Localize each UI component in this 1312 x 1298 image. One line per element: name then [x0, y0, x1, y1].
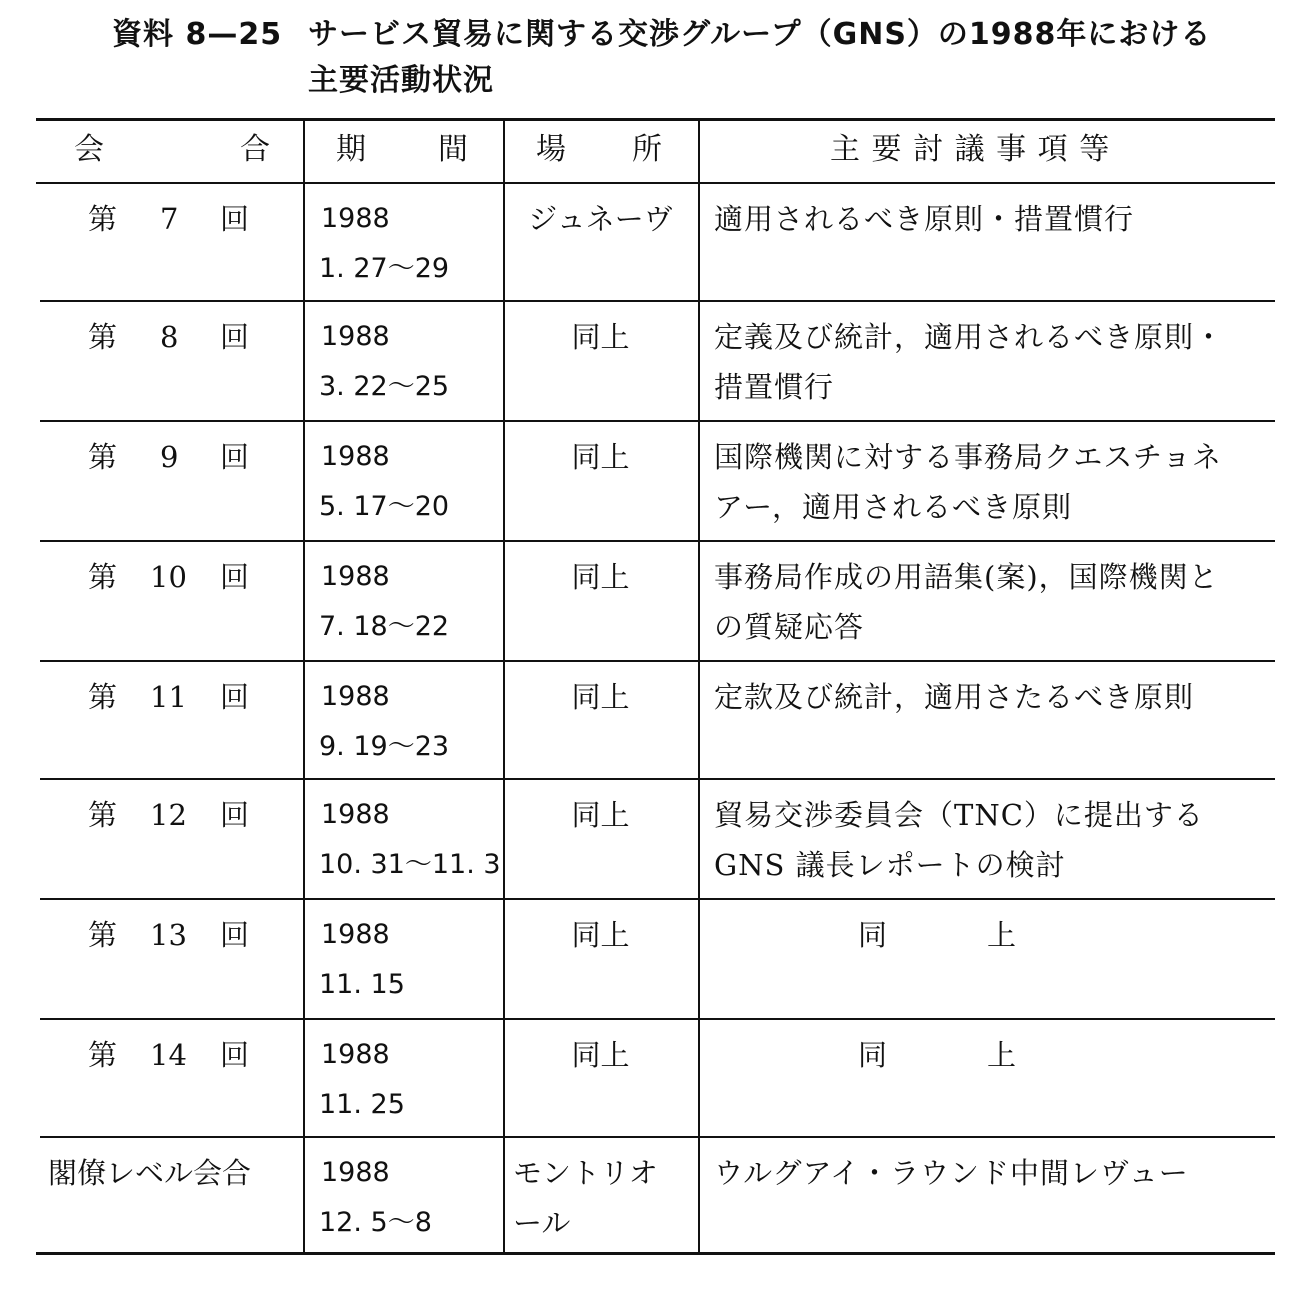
period-dates: 5. 17〜20 — [319, 491, 450, 522]
period-year: 1988 — [321, 1039, 390, 1070]
meeting-suffix: 回 — [220, 440, 250, 474]
place-cell: 同上 — [571, 680, 630, 714]
place-cell: モントリオ — [513, 1156, 658, 1190]
period-year: 1988 — [321, 799, 390, 830]
period-year: 1988 — [321, 441, 390, 472]
row-divider — [40, 1018, 1275, 1020]
header-period-char-2: 間 — [438, 132, 468, 167]
period-dates: 3. 22〜25 — [319, 371, 450, 402]
period-dates: 1. 27〜29 — [319, 253, 450, 284]
meeting-cell — [0, 790, 250, 840]
meeting-number: 13 — [150, 918, 187, 952]
period-year: 1988 — [321, 919, 390, 950]
period-year: 1988 — [321, 681, 390, 712]
meeting-cell — [0, 194, 250, 244]
topic-line: GNS 議長レポートの検討 — [714, 848, 1066, 882]
topic-line: の質疑応答 — [714, 610, 865, 644]
topic-line: 定款及び統計，適用さたるべき原則 — [714, 680, 1195, 714]
meeting-number: 11 — [150, 680, 187, 714]
meeting-number: 14 — [150, 1038, 187, 1072]
header-place-char-1: 場 — [536, 132, 566, 167]
document-title — [112, 12, 1211, 104]
topic-line: 定義及び統計，適用されるべき原則・ — [714, 320, 1225, 354]
column-divider — [503, 118, 505, 1252]
meeting-prefix: 第 — [88, 918, 118, 952]
meeting-cell — [0, 432, 250, 482]
meeting-suffix: 回 — [220, 918, 250, 952]
header-rule — [36, 182, 1275, 184]
meeting-number: 12 — [150, 798, 187, 832]
topic-line: 事務局作成の用語集(案)，国際機関と — [714, 560, 1219, 594]
title-prefix: 資料 8—25 — [112, 17, 283, 52]
topic-line: 同 上 — [858, 1038, 1031, 1072]
period-year: 1988 — [321, 561, 390, 592]
period-year: 1988 — [321, 203, 390, 234]
period-dates: 9. 19〜23 — [319, 731, 450, 762]
meeting-cell — [0, 552, 250, 602]
meeting-prefix: 第 — [88, 202, 118, 236]
meeting-suffix: 回 — [220, 1038, 250, 1072]
place-cell: 同上 — [571, 918, 630, 952]
title-line1: サービス貿易に関する交渉グループ（GNS）の1988年における — [308, 17, 1212, 52]
row-divider — [40, 420, 1275, 422]
period-dates: 10. 31〜11. 3 — [319, 849, 501, 880]
meeting-prefix: 第 — [88, 440, 118, 474]
topic-line: アー，適用されるべき原則 — [714, 490, 1072, 524]
meeting-cell — [0, 910, 250, 960]
meeting-cell — [0, 1030, 250, 1080]
row-divider — [40, 1136, 1275, 1138]
header-topic: 主 要 討 議 事 項 等 — [830, 132, 1111, 167]
meeting-suffix: 回 — [220, 202, 250, 236]
header-place-char-2: 所 — [632, 132, 662, 167]
table-bottom-rule — [36, 1252, 1275, 1255]
period-year: 1988 — [321, 321, 390, 352]
period-dates: 11. 25 — [319, 1089, 405, 1120]
meeting-prefix: 第 — [88, 320, 118, 354]
place-cell: 同上 — [571, 320, 630, 354]
row-divider — [40, 660, 1275, 662]
row-divider — [40, 778, 1275, 780]
place-cell: 同上 — [571, 440, 630, 474]
meeting-prefix: 第 — [88, 560, 118, 594]
period-dates: 11. 15 — [319, 969, 405, 1000]
place-cell: 同上 — [571, 1038, 630, 1072]
row-divider — [40, 300, 1275, 302]
meeting-prefix: 第 — [88, 680, 118, 714]
meeting-number: 9 — [160, 440, 179, 474]
place-cell: ジュネーヴ — [528, 202, 673, 236]
column-divider — [303, 118, 305, 1252]
column-divider — [698, 118, 700, 1252]
topic-line: 措置慣行 — [714, 370, 835, 404]
period-dates: 7. 18〜22 — [319, 611, 450, 642]
meeting-prefix: 第 — [88, 1038, 118, 1072]
header-meeting-char-2: 合 — [240, 132, 270, 167]
meeting-cell — [0, 672, 250, 722]
header-meeting-char-1: 会 — [74, 132, 104, 167]
meeting-suffix: 回 — [220, 320, 250, 354]
meeting-number: 8 — [160, 320, 179, 354]
meeting-suffix: 回 — [220, 560, 250, 594]
meeting-number: 7 — [160, 202, 179, 236]
meeting-number: 10 — [150, 560, 187, 594]
meeting-suffix: 回 — [220, 798, 250, 832]
meeting-prefix: 第 — [88, 798, 118, 832]
topic-line: ウルグアイ・ラウンド中間レヴュー — [714, 1156, 1189, 1190]
meeting-suffix: 回 — [220, 680, 250, 714]
meeting-cell — [0, 312, 250, 362]
table-top-rule — [36, 118, 1275, 121]
row-divider — [40, 898, 1275, 900]
place-cell: 同上 — [571, 560, 630, 594]
topic-line: 貿易交渉委員会（TNC）に提出する — [714, 798, 1204, 832]
period-dates: 12. 5〜8 — [319, 1207, 432, 1238]
topic-line: 国際機関に対する事務局クエスチョネ — [714, 440, 1222, 474]
header-period-char-1: 期 — [336, 132, 366, 167]
topic-line: 同 上 — [858, 918, 1031, 952]
row-divider — [40, 540, 1275, 542]
period-year: 1988 — [321, 1157, 390, 1188]
title-line2: 主要活動状況 — [308, 63, 494, 98]
topic-line: 適用されるべき原則・措置慣行 — [714, 202, 1135, 236]
meeting-cell: 閣僚レベル会合 — [48, 1156, 252, 1190]
place-cell: ール — [513, 1206, 571, 1240]
place-cell: 同上 — [571, 798, 630, 832]
